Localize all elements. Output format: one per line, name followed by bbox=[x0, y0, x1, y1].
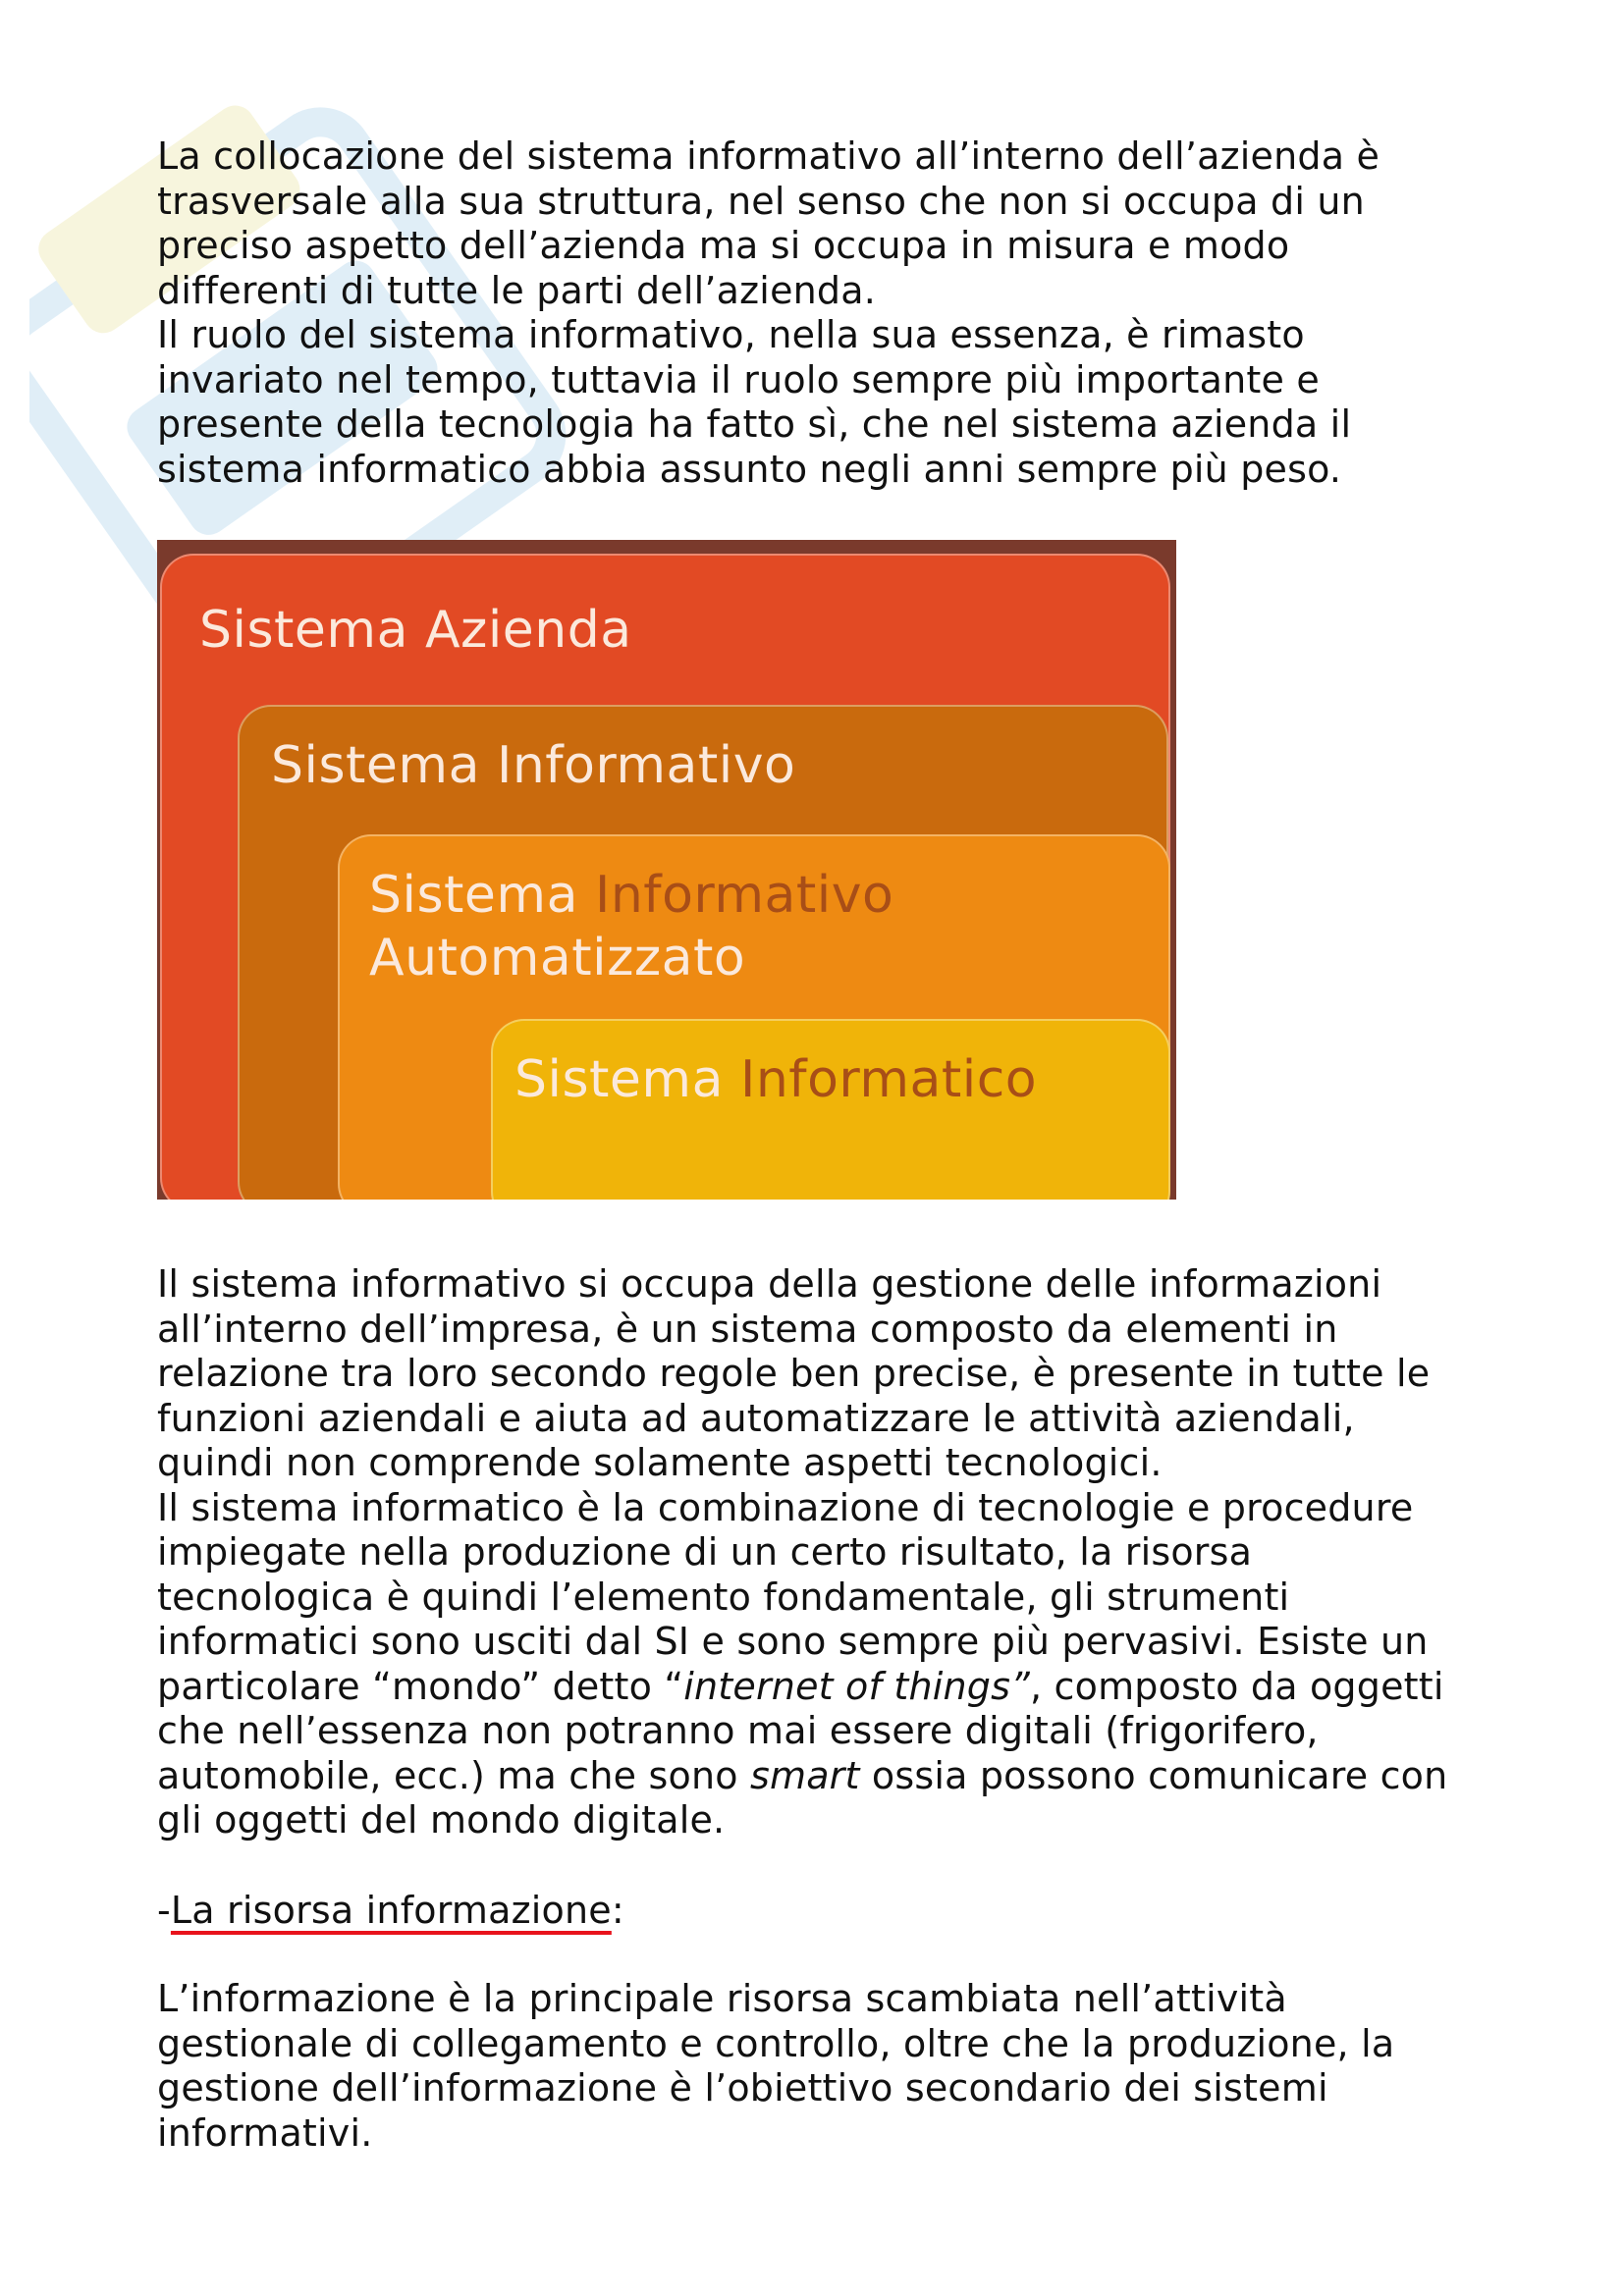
text-line: presente della tecnologia ha fatto sì, che nel sistema azienda il bbox=[157, 402, 1352, 446]
text-line: Il sistema informatico è la combinazione di tecnologie e procedure bbox=[157, 1485, 1414, 1529]
text-line: La collocazione del sistema informativo all’interno dell’azienda è bbox=[157, 134, 1380, 178]
text-run: particolare “mondo” detto “ bbox=[157, 1664, 684, 1708]
label-word-highlight: Informatico bbox=[739, 1050, 1038, 1109]
text-line: invariato nel tempo, tuttavia il ruolo sempre più importante e bbox=[157, 357, 1320, 401]
label-word-highlight: Informativo bbox=[594, 866, 894, 925]
italic-run: internet of things” bbox=[683, 1664, 1030, 1708]
label-word: Automatizzato bbox=[369, 929, 746, 988]
text-line: gestionale di collegamento e controllo, oltre che la produzione, la bbox=[157, 2021, 1395, 2065]
text-line: all’interno dell’impresa, è un sistema composto da elementi in bbox=[157, 1307, 1338, 1351]
nested-systems-diagram bbox=[157, 540, 1176, 1200]
heading-text: La risorsa informazione bbox=[170, 1889, 612, 1932]
text-run: automobile, ecc.) ma che sono bbox=[157, 1753, 750, 1797]
text-line: differenti di tutte le parti dell’azienda. bbox=[157, 268, 877, 312]
text-line: trasversale alla sua struttura, nel senso che non si occupa di un bbox=[157, 179, 1365, 223]
closing-paragraph bbox=[157, 1977, 1492, 2156]
heading-prefix: - bbox=[157, 1889, 171, 1932]
text-line: informativi. bbox=[157, 2110, 373, 2155]
heading-suffix: : bbox=[611, 1889, 624, 1932]
text-line: gli oggetti del mondo digitale. bbox=[157, 1798, 726, 1842]
intro-paragraph bbox=[157, 134, 1492, 492]
body-paragraph bbox=[157, 1262, 1492, 1843]
heading-line bbox=[157, 1889, 1492, 1934]
text-line: tecnologica è quindi l’elemento fondamentale, gli strumenti bbox=[157, 1575, 1290, 1619]
italic-run: smart bbox=[749, 1753, 860, 1797]
text-line: sistema informatico abbia assunto negli anni sempre più peso. bbox=[157, 447, 1342, 491]
text-run: , composto da oggetti bbox=[1029, 1664, 1444, 1708]
text-line: quindi non comprende solamente aspetti tecnologici. bbox=[157, 1441, 1163, 1484]
section-heading bbox=[157, 1889, 1492, 1934]
text-line: informatici sono usciti dal SI e sono sempre più pervasivi. Esiste un bbox=[157, 1620, 1429, 1663]
text-line bbox=[157, 1665, 1492, 1710]
box-label bbox=[369, 864, 893, 989]
text-line: Il sistema informativo si occupa della gestione delle informazioni bbox=[157, 1262, 1382, 1306]
text-line: L’informazione è la principale risorsa scambiata nell’attività bbox=[157, 1977, 1287, 2020]
label-word: Sistema bbox=[369, 866, 578, 925]
text-line bbox=[157, 1754, 1492, 1799]
text-line: che nell’essenza non potranno mai essere digitali (frigorifero, bbox=[157, 1709, 1319, 1752]
label-word: Sistema bbox=[514, 1050, 724, 1109]
text-line: impiegate nella produzione di un certo risultato, la risorsa bbox=[157, 1530, 1253, 1574]
text-line: funzioni aziendali e aiuta ad automatizzare le attività aziendali, bbox=[157, 1396, 1355, 1440]
box-label bbox=[514, 1048, 1037, 1111]
box-sistema-informatico bbox=[491, 1019, 1170, 1200]
text-line: preciso aspetto dell’azienda ma si occupa in misura e modo bbox=[157, 224, 1290, 267]
text-line: gestione dell’informazione è l’obiettivo secondario dei sistemi bbox=[157, 2066, 1328, 2109]
text-line: relazione tra loro secondo regole ben precise, è presente in tutte le bbox=[157, 1352, 1431, 1395]
box-label: Sistema Informativo bbox=[271, 736, 796, 795]
text-line: Il ruolo del sistema informativo, nella sua essenza, è rimasto bbox=[157, 313, 1305, 356]
box-label: Sistema Azienda bbox=[199, 601, 632, 660]
text-run: ossia possono comunicare con bbox=[859, 1753, 1448, 1797]
